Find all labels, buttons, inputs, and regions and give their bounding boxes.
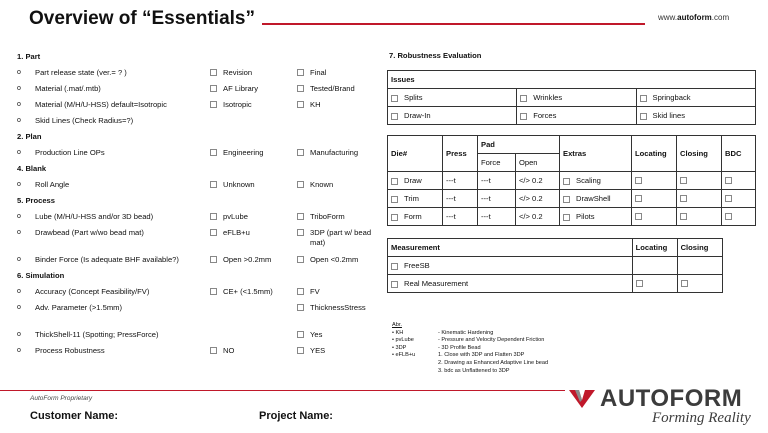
measurement-label: Real Measurement <box>404 279 469 288</box>
abbr-bullet: • <box>392 352 396 359</box>
check-cell <box>677 257 722 275</box>
project-name-label: Project Name: <box>259 410 333 422</box>
issues-row <box>388 107 756 125</box>
die-cell <box>388 208 443 226</box>
issue-cell <box>388 107 517 125</box>
checkbox[interactable] <box>725 213 732 220</box>
die-header: Closing <box>677 136 722 172</box>
checklist-row <box>17 148 387 164</box>
abbreviations-legend <box>392 322 628 375</box>
issues-table <box>387 70 756 125</box>
abbr-title: Abr. <box>392 322 402 328</box>
option[interactable] <box>210 212 297 222</box>
checkbox[interactable] <box>391 214 398 221</box>
issue-label: Skid lines <box>652 111 686 120</box>
section-heading: 2. Plan <box>17 132 42 141</box>
item-label: Binder Force (Is adequate BHF available?) <box>35 255 179 264</box>
issue-label: Springback <box>652 93 691 102</box>
checkbox[interactable] <box>391 113 398 120</box>
check-cell <box>722 172 756 190</box>
open-value: </> 0.2 <box>515 190 559 208</box>
abbr-value: - 3D Profile Bead <box>438 344 481 351</box>
checklist-row <box>17 303 387 330</box>
pad-subheader: Open <box>515 154 559 172</box>
option-label: Manufacturing <box>310 148 359 157</box>
customer-name-label: Customer Name: <box>30 410 119 422</box>
die-table <box>387 135 756 226</box>
logo-mark-icon <box>567 388 597 410</box>
checkbox[interactable] <box>297 256 304 263</box>
bullet: o <box>17 256 21 263</box>
abbr-value: 2. Drawing as Enhanced Adaptive Line bead <box>438 359 549 366</box>
check-cell <box>677 275 722 293</box>
checkbox[interactable] <box>725 177 732 184</box>
abbr-key <box>392 345 438 353</box>
logo-wordmark: AUTOFORM <box>600 385 743 412</box>
option[interactable] <box>210 287 297 297</box>
bullet: o <box>17 149 21 156</box>
bullet: o <box>17 347 21 354</box>
option[interactable] <box>297 212 384 222</box>
option[interactable] <box>297 287 384 297</box>
abbr-key <box>392 360 438 368</box>
checkbox[interactable] <box>210 256 217 263</box>
die-name: Draw <box>404 176 422 185</box>
bullet: o <box>17 304 21 311</box>
abbr-key-text: eFLB+u <box>395 352 416 359</box>
url-bold: autoform <box>677 13 712 22</box>
checkbox[interactable] <box>210 69 217 76</box>
option[interactable] <box>297 68 384 78</box>
checkbox[interactable] <box>636 280 643 287</box>
checklist-row <box>17 84 387 100</box>
option[interactable] <box>297 228 384 248</box>
spacer-cell <box>722 275 756 293</box>
option-label: 3DP (part w/ bead mat) <box>310 228 372 247</box>
checkbox[interactable] <box>297 347 304 354</box>
measurement-table <box>387 238 756 293</box>
checkbox[interactable] <box>725 195 732 202</box>
item-label: Drawbead (Part w/wo bead mat) <box>35 228 144 237</box>
option[interactable] <box>210 180 297 190</box>
spacer-cell <box>722 257 756 275</box>
spacer-cell <box>722 239 756 257</box>
checkbox[interactable] <box>520 113 527 120</box>
die-header: BDC <box>722 136 756 172</box>
checkbox[interactable] <box>563 178 570 185</box>
option-label: ThicknessStress <box>310 303 366 312</box>
issues-header: Issues <box>388 71 756 89</box>
option[interactable] <box>210 100 297 110</box>
option[interactable] <box>297 180 384 190</box>
option[interactable] <box>210 228 297 238</box>
option-label: Isotropic <box>223 100 252 109</box>
bullet: o <box>17 229 21 236</box>
checkbox[interactable] <box>297 69 304 76</box>
measurement-cell <box>388 275 633 293</box>
check-cell <box>632 190 677 208</box>
check-cell <box>632 275 677 293</box>
checklist-row <box>17 346 387 362</box>
issue-label: Forces <box>533 111 557 120</box>
checklist-row <box>17 255 387 271</box>
item-label: Accuracy (Concept Feasibility/FV) <box>35 287 150 296</box>
issues-row <box>388 89 756 107</box>
website-url[interactable] <box>658 13 729 22</box>
checklist-left <box>17 52 387 362</box>
die-header: Locating <box>632 136 677 172</box>
checkbox[interactable] <box>297 304 304 311</box>
die-row <box>388 190 756 208</box>
item-label: Production Line OPs <box>35 148 105 157</box>
option[interactable] <box>297 346 384 356</box>
check-cell <box>677 208 722 226</box>
page-title: Overview of “Essentials” <box>29 8 255 29</box>
item-label: Process Robustness <box>35 346 105 355</box>
abbr-row <box>392 352 628 360</box>
die-header: Die# <box>388 136 443 172</box>
checkbox[interactable] <box>210 347 217 354</box>
checkbox[interactable] <box>297 213 304 220</box>
title-divider <box>262 23 645 25</box>
item-label: Material (.mat/.mtb) <box>35 84 101 93</box>
die-header: Extras <box>560 136 632 172</box>
item-label: Roll Angle <box>35 180 70 189</box>
extra-label: DrawShell <box>576 194 611 203</box>
issue-label: Wrinkles <box>533 93 563 102</box>
abbr-row <box>392 345 628 353</box>
checklist-row <box>17 212 387 228</box>
checkbox[interactable] <box>391 196 398 203</box>
robustness-title: 7. Robustness Evaluation <box>389 51 482 60</box>
checkbox[interactable] <box>520 95 527 102</box>
bullet: o <box>17 213 21 220</box>
checkbox[interactable] <box>635 177 642 184</box>
die-cell <box>388 190 443 208</box>
measurement-header: Closing <box>677 239 722 257</box>
autoform-logo <box>567 385 757 429</box>
option-label: pvLube <box>223 212 248 221</box>
abbr-key <box>392 368 438 376</box>
die-name: Form <box>404 212 422 221</box>
abbr-key-text: KH <box>395 329 404 336</box>
checkbox[interactable] <box>391 178 398 185</box>
measurement-row <box>388 257 757 275</box>
option-label: AF Library <box>223 84 259 93</box>
option-label: Yes <box>310 330 323 339</box>
section-heading: 6. Simulation <box>17 271 65 280</box>
issue-cell <box>517 89 636 107</box>
item-label: Lube (M/H/U-HSS and/or 3D bead) <box>35 212 154 221</box>
checkbox[interactable] <box>210 149 217 156</box>
force-value: ---t <box>478 190 516 208</box>
die-header: Pad <box>478 136 560 154</box>
section-heading: 1. Part <box>17 52 41 61</box>
checkbox[interactable] <box>680 213 687 220</box>
pad-subheader: Force <box>478 154 516 172</box>
option[interactable] <box>210 148 297 158</box>
check-cell <box>677 172 722 190</box>
checklist-row <box>17 228 387 255</box>
checklist-row <box>17 180 387 196</box>
checklist-row <box>17 287 387 303</box>
option[interactable] <box>297 330 384 340</box>
option-label: Unknown <box>223 180 255 189</box>
section-heading: 4. Blank <box>17 164 47 173</box>
measurement-cell <box>388 257 633 275</box>
checklist-row <box>17 68 387 84</box>
option-label: Engineering <box>223 148 264 157</box>
option-label: YES <box>310 346 326 355</box>
press-value: ---t <box>443 190 478 208</box>
option[interactable] <box>210 255 297 265</box>
option-label: Final <box>310 68 327 77</box>
footer-divider <box>0 390 565 391</box>
checkbox[interactable] <box>391 281 398 288</box>
option-label: Tested/Brand <box>310 84 355 93</box>
die-name: Trim <box>404 194 419 203</box>
checklist-row <box>17 116 387 132</box>
item-label: ThickShell-11 (Spotting; PressForce) <box>35 330 159 339</box>
force-value: ---t <box>478 172 516 190</box>
open-value: </> 0.2 <box>515 172 559 190</box>
option-label: Open <0.2mm <box>310 255 359 264</box>
abbr-key-text: pvLube <box>395 337 414 344</box>
check-cell <box>632 172 677 190</box>
issue-cell <box>388 89 517 107</box>
checkbox[interactable] <box>210 229 217 236</box>
option-label: FV <box>310 287 320 296</box>
abbr-row <box>392 337 628 345</box>
option-label: TriboForm <box>310 212 345 221</box>
bullet: o <box>17 85 21 92</box>
option-label: CE+ (<1.5mm) <box>223 287 273 296</box>
checklist-row <box>17 100 387 116</box>
extra-cell <box>560 190 632 208</box>
abbr-key <box>392 352 438 360</box>
option[interactable] <box>297 100 384 110</box>
checkbox[interactable] <box>297 331 304 338</box>
abbr-row <box>392 368 628 376</box>
checkbox[interactable] <box>640 113 647 120</box>
checkbox[interactable] <box>563 214 570 221</box>
extra-label: Pilots <box>576 212 595 221</box>
option[interactable] <box>210 68 297 78</box>
bullet: o <box>17 288 21 295</box>
checklist-row <box>17 330 387 346</box>
checkbox[interactable] <box>391 95 398 102</box>
checkbox[interactable] <box>297 101 304 108</box>
option[interactable] <box>210 346 297 356</box>
checkbox[interactable] <box>297 149 304 156</box>
option[interactable] <box>297 303 384 313</box>
checkbox[interactable] <box>391 263 398 270</box>
checkbox[interactable] <box>297 181 304 188</box>
checkbox[interactable] <box>210 101 217 108</box>
option-label: NO <box>223 346 235 355</box>
die-row <box>388 172 756 190</box>
die-header: Press <box>443 136 478 172</box>
force-value: ---t <box>478 208 516 226</box>
option[interactable] <box>297 84 384 94</box>
measurement-row <box>388 275 757 293</box>
abbr-key <box>392 337 438 345</box>
checkbox[interactable] <box>681 280 688 287</box>
open-value: </> 0.2 <box>515 208 559 226</box>
check-cell <box>722 190 756 208</box>
bullet: o <box>17 101 21 108</box>
option[interactable] <box>297 255 384 265</box>
extra-label: Scaling <box>576 176 601 185</box>
abbr-value: - Kinematic Hardening <box>438 329 494 336</box>
option[interactable] <box>297 148 384 158</box>
abbr-key-text: 3DP <box>395 344 407 351</box>
abbr-bullet: • <box>392 344 396 351</box>
measurement-header: Locating <box>632 239 677 257</box>
check-cell <box>722 208 756 226</box>
item-label: Skid Lines (Check Radius=?) <box>35 116 134 125</box>
bullet: o <box>17 69 21 76</box>
abbr-value: - Pressure and Velocity Dependent Friction <box>438 337 545 344</box>
abbr-bullet: • <box>392 337 396 344</box>
issue-label: Splits <box>404 93 423 102</box>
abbr-key <box>392 330 438 338</box>
option-label: eFLB+u <box>223 228 250 237</box>
checkbox[interactable] <box>563 196 570 203</box>
option[interactable] <box>210 84 297 94</box>
issue-label: Draw-In <box>404 111 431 120</box>
press-value: ---t <box>443 208 478 226</box>
checkbox[interactable] <box>210 85 217 92</box>
measurement-header: Measurement <box>388 239 633 257</box>
bullet: o <box>17 181 21 188</box>
checkbox[interactable] <box>297 229 304 236</box>
check-cell <box>677 190 722 208</box>
issue-cell <box>636 107 755 125</box>
checkbox[interactable] <box>210 288 217 295</box>
issue-cell <box>636 89 755 107</box>
url-suffix: .com <box>711 13 730 22</box>
option-label: Revision <box>223 68 253 77</box>
item-label: Part release state (ver.= ? ) <box>35 68 127 77</box>
extra-cell <box>560 172 632 190</box>
item-label: Adv. Parameter (>1.5mm) <box>35 303 123 312</box>
abbr-value: 1. Close with 3DP and Flatten 3DP <box>438 352 525 359</box>
checkbox[interactable] <box>210 213 217 220</box>
extra-cell <box>560 208 632 226</box>
option-label: KH <box>310 100 321 109</box>
option-label: Open >0.2mm <box>223 255 272 264</box>
measurement-label: FreeSB <box>404 261 430 270</box>
bullet: o <box>17 331 21 338</box>
die-cell <box>388 172 443 190</box>
logo-tagline: Forming Reality <box>652 410 751 426</box>
abbr-bullet: • <box>392 329 396 336</box>
item-label: Material (M/H/U-HSS) default=Isotropic <box>35 100 167 109</box>
issue-cell <box>517 107 636 125</box>
bullet: o <box>17 117 21 124</box>
checkbox[interactable] <box>297 85 304 92</box>
checkbox[interactable] <box>680 195 687 202</box>
press-value: ---t <box>443 172 478 190</box>
die-row <box>388 208 756 226</box>
checkbox[interactable] <box>297 288 304 295</box>
abbr-row <box>392 360 628 368</box>
section-heading: 5. Process <box>17 196 55 205</box>
url-prefix: www. <box>658 13 678 22</box>
check-cell <box>632 257 677 275</box>
proprietary-note: AutoForm Proprietary <box>30 395 93 402</box>
checkbox[interactable] <box>640 95 647 102</box>
checkbox[interactable] <box>680 177 687 184</box>
option-label: Known <box>310 180 334 189</box>
checkbox[interactable] <box>635 213 642 220</box>
abbr-row <box>392 330 628 338</box>
checkbox[interactable] <box>210 181 217 188</box>
checkbox[interactable] <box>635 195 642 202</box>
check-cell <box>632 208 677 226</box>
abbr-value: 3. bdc as Unflattened to 3DP <box>438 367 510 374</box>
